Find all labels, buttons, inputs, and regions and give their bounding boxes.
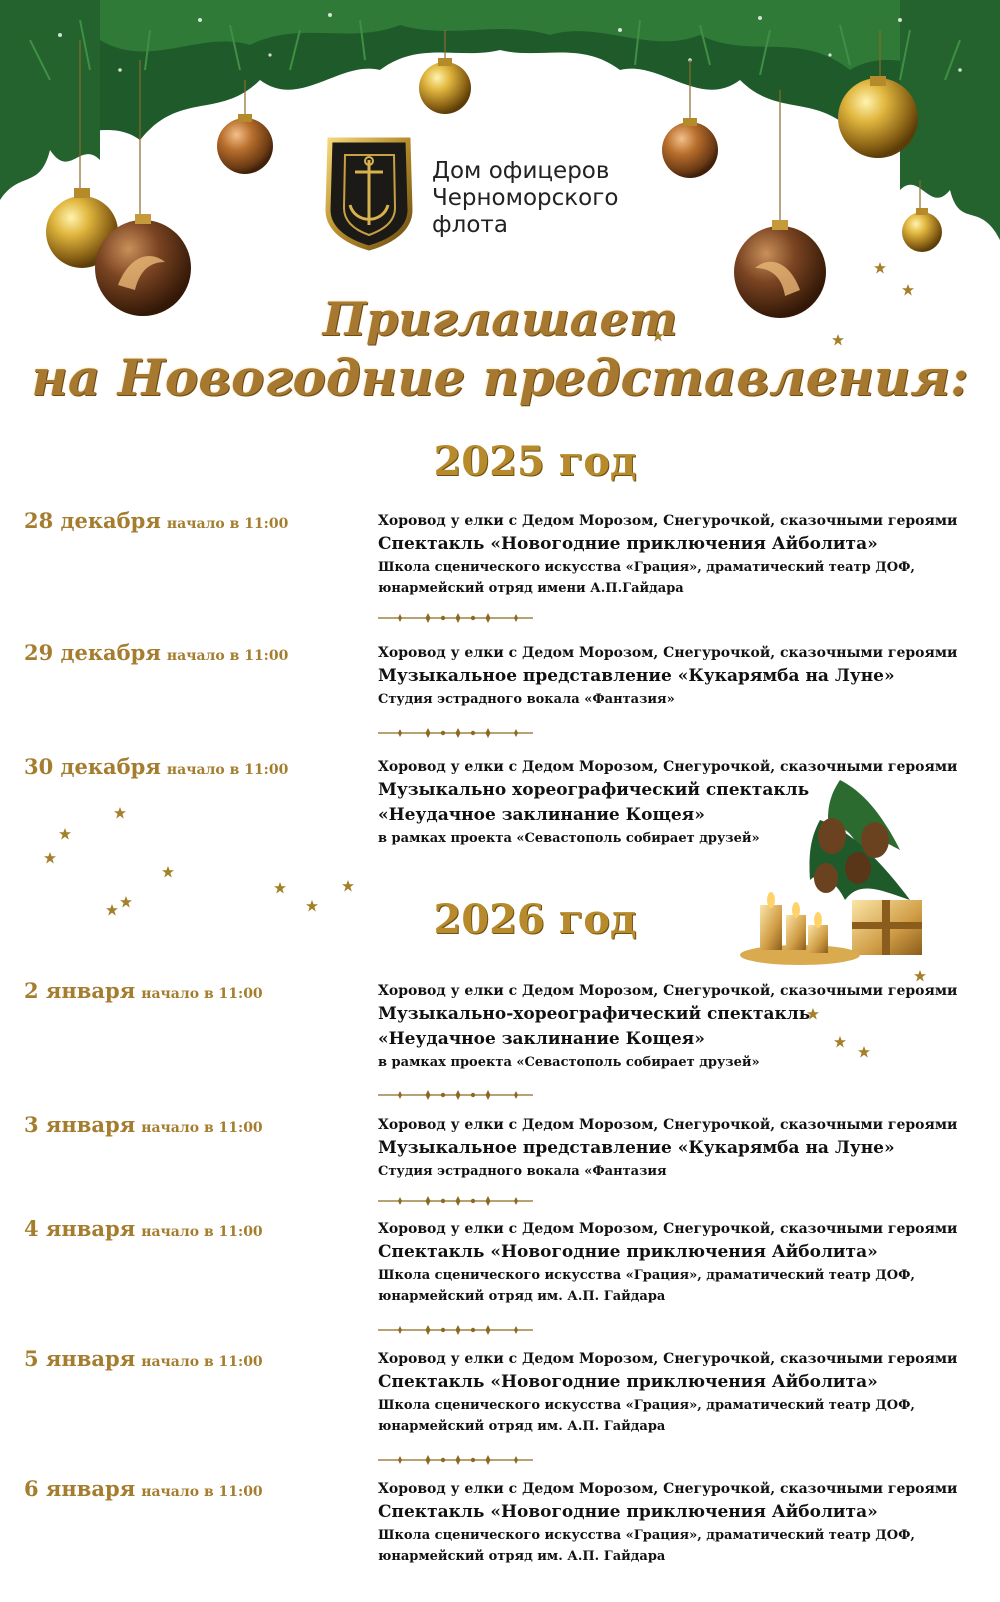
organization-name bbox=[432, 158, 618, 239]
event-start-time: начало в 11:00 bbox=[166, 516, 289, 532]
event-note: юнармейский отряд им. А.П. Гайдара bbox=[378, 1289, 666, 1304]
event-activity: Хоровод у елки с Дедом Морозом, Снегурочкой, сказочными героями bbox=[378, 1351, 958, 1367]
event-description bbox=[378, 1478, 978, 1567]
org-name-line1: Дом офицеров bbox=[432, 158, 610, 184]
anchor-shield-logo-icon bbox=[328, 140, 410, 248]
event-title: «Неудачное заклинание Кощея» bbox=[378, 1029, 705, 1049]
event-title: Музыкальное представление «Кукарямба на Луне» bbox=[378, 1138, 895, 1158]
event-activity: Хоровод у елки с Дедом Морозом, Снегурочкой, сказочными героями bbox=[378, 1117, 958, 1133]
event-description bbox=[378, 1348, 978, 1437]
event-title: Спектакль «Новогодние приключения Айболита» bbox=[378, 1242, 878, 1262]
event-title: Спектакль «Новогодние приключения Айболита» bbox=[378, 1502, 878, 1522]
event-activity: Хоровод у елки с Дедом Морозом, Снегурочкой, сказочными героями bbox=[378, 983, 958, 999]
event-day: 6 января bbox=[24, 1476, 136, 1501]
event-description bbox=[378, 1218, 978, 1307]
org-name-line2: Черноморского bbox=[432, 185, 619, 211]
event-description bbox=[378, 980, 978, 1073]
event-start-time: начало в 11:00 bbox=[166, 648, 289, 664]
event-day: 28 декабря bbox=[24, 508, 161, 533]
event-start-time: начало в 11:00 bbox=[141, 986, 263, 1002]
org-name-line3: флота bbox=[432, 212, 508, 238]
event-activity: Хоровод у елки с Дедом Морозом, Снегурочкой, сказочными героями bbox=[378, 1481, 958, 1497]
event-note: в рамках проекта «Севастополь собирает друзей» bbox=[378, 1055, 760, 1070]
event-day: 3 января bbox=[24, 1112, 136, 1137]
event-date bbox=[24, 1112, 263, 1137]
event-date bbox=[24, 508, 288, 533]
event-note: юнармейский отряд им. А.П. Гайдара bbox=[378, 1419, 666, 1434]
event-date bbox=[24, 978, 263, 1003]
event-title: Музыкальное представление «Кукарямба на Луне» bbox=[378, 666, 895, 686]
event-date bbox=[24, 640, 288, 665]
year-heading-2025: 2025 год bbox=[433, 438, 637, 485]
event-title: «Неудачное заклинание Кощея» bbox=[378, 805, 705, 825]
event-note: юнармейский отряд имени А.П.Гайдара bbox=[378, 581, 684, 596]
event-date bbox=[24, 754, 288, 779]
event-day: 5 января bbox=[24, 1346, 136, 1371]
event-note: Школа сценического искусства «Грация», драматический театр ДОФ, bbox=[378, 1398, 915, 1413]
event-note: в рамках проекта «Севастополь собирает друзей» bbox=[378, 831, 760, 846]
event-start-time: начало в 11:00 bbox=[166, 762, 289, 778]
event-description bbox=[378, 510, 978, 599]
event-description bbox=[378, 756, 978, 849]
event-activity: Хоровод у елки с Дедом Морозом, Снегурочкой, сказочными героями bbox=[378, 1221, 958, 1237]
event-note: Студия эстрадного вокала «Фантазия» bbox=[378, 692, 675, 707]
event-title: Спектакль «Новогодние приключения Айболита» bbox=[378, 534, 878, 554]
event-note: Студия эстрадного вокала «Фантазия bbox=[378, 1164, 667, 1179]
event-note: Школа сценического искусства «Грация», драматический театр ДОФ, bbox=[378, 1268, 915, 1283]
event-date bbox=[24, 1476, 263, 1501]
event-note: юнармейский отряд им. А.П. Гайдара bbox=[378, 1549, 666, 1564]
event-date bbox=[24, 1346, 263, 1371]
event-day: 30 декабря bbox=[24, 754, 161, 779]
invite-heading-line1: Приглашает bbox=[322, 292, 678, 346]
invite-heading-line2: на Новогодние представления: bbox=[31, 348, 969, 407]
event-description bbox=[378, 642, 978, 710]
event-title: Спектакль «Новогодние приключения Айболита» bbox=[378, 1372, 878, 1392]
event-activity: Хоровод у елки с Дедом Морозом, Снегурочкой, сказочными героями bbox=[378, 759, 958, 775]
event-activity: Хоровод у елки с Дедом Морозом, Снегурочкой, сказочными героями bbox=[378, 513, 958, 529]
event-day: 29 декабря bbox=[24, 640, 161, 665]
event-day: 2 января bbox=[24, 978, 136, 1003]
event-title: Музыкально-хореографический спектакль bbox=[378, 1004, 811, 1024]
event-description bbox=[378, 1114, 978, 1182]
event-start-time: начало в 11:00 bbox=[141, 1224, 263, 1240]
event-start-time: начало в 11:00 bbox=[141, 1120, 263, 1136]
event-note: Школа сценического искусства «Грация», драматический театр ДОФ, bbox=[378, 560, 915, 575]
event-date bbox=[24, 1216, 263, 1241]
event-activity: Хоровод у елки с Дедом Морозом, Снегурочкой, сказочными героями bbox=[378, 645, 958, 661]
event-day: 4 января bbox=[24, 1216, 136, 1241]
year-heading-2026: 2026 год bbox=[433, 896, 637, 943]
event-start-time: начало в 11:00 bbox=[141, 1354, 263, 1370]
event-title: Музыкально хореографический спектакль bbox=[378, 780, 810, 800]
event-note: Школа сценического искусства «Грация», драматический театр ДОФ, bbox=[378, 1528, 915, 1543]
event-start-time: начало в 11:00 bbox=[141, 1484, 263, 1500]
